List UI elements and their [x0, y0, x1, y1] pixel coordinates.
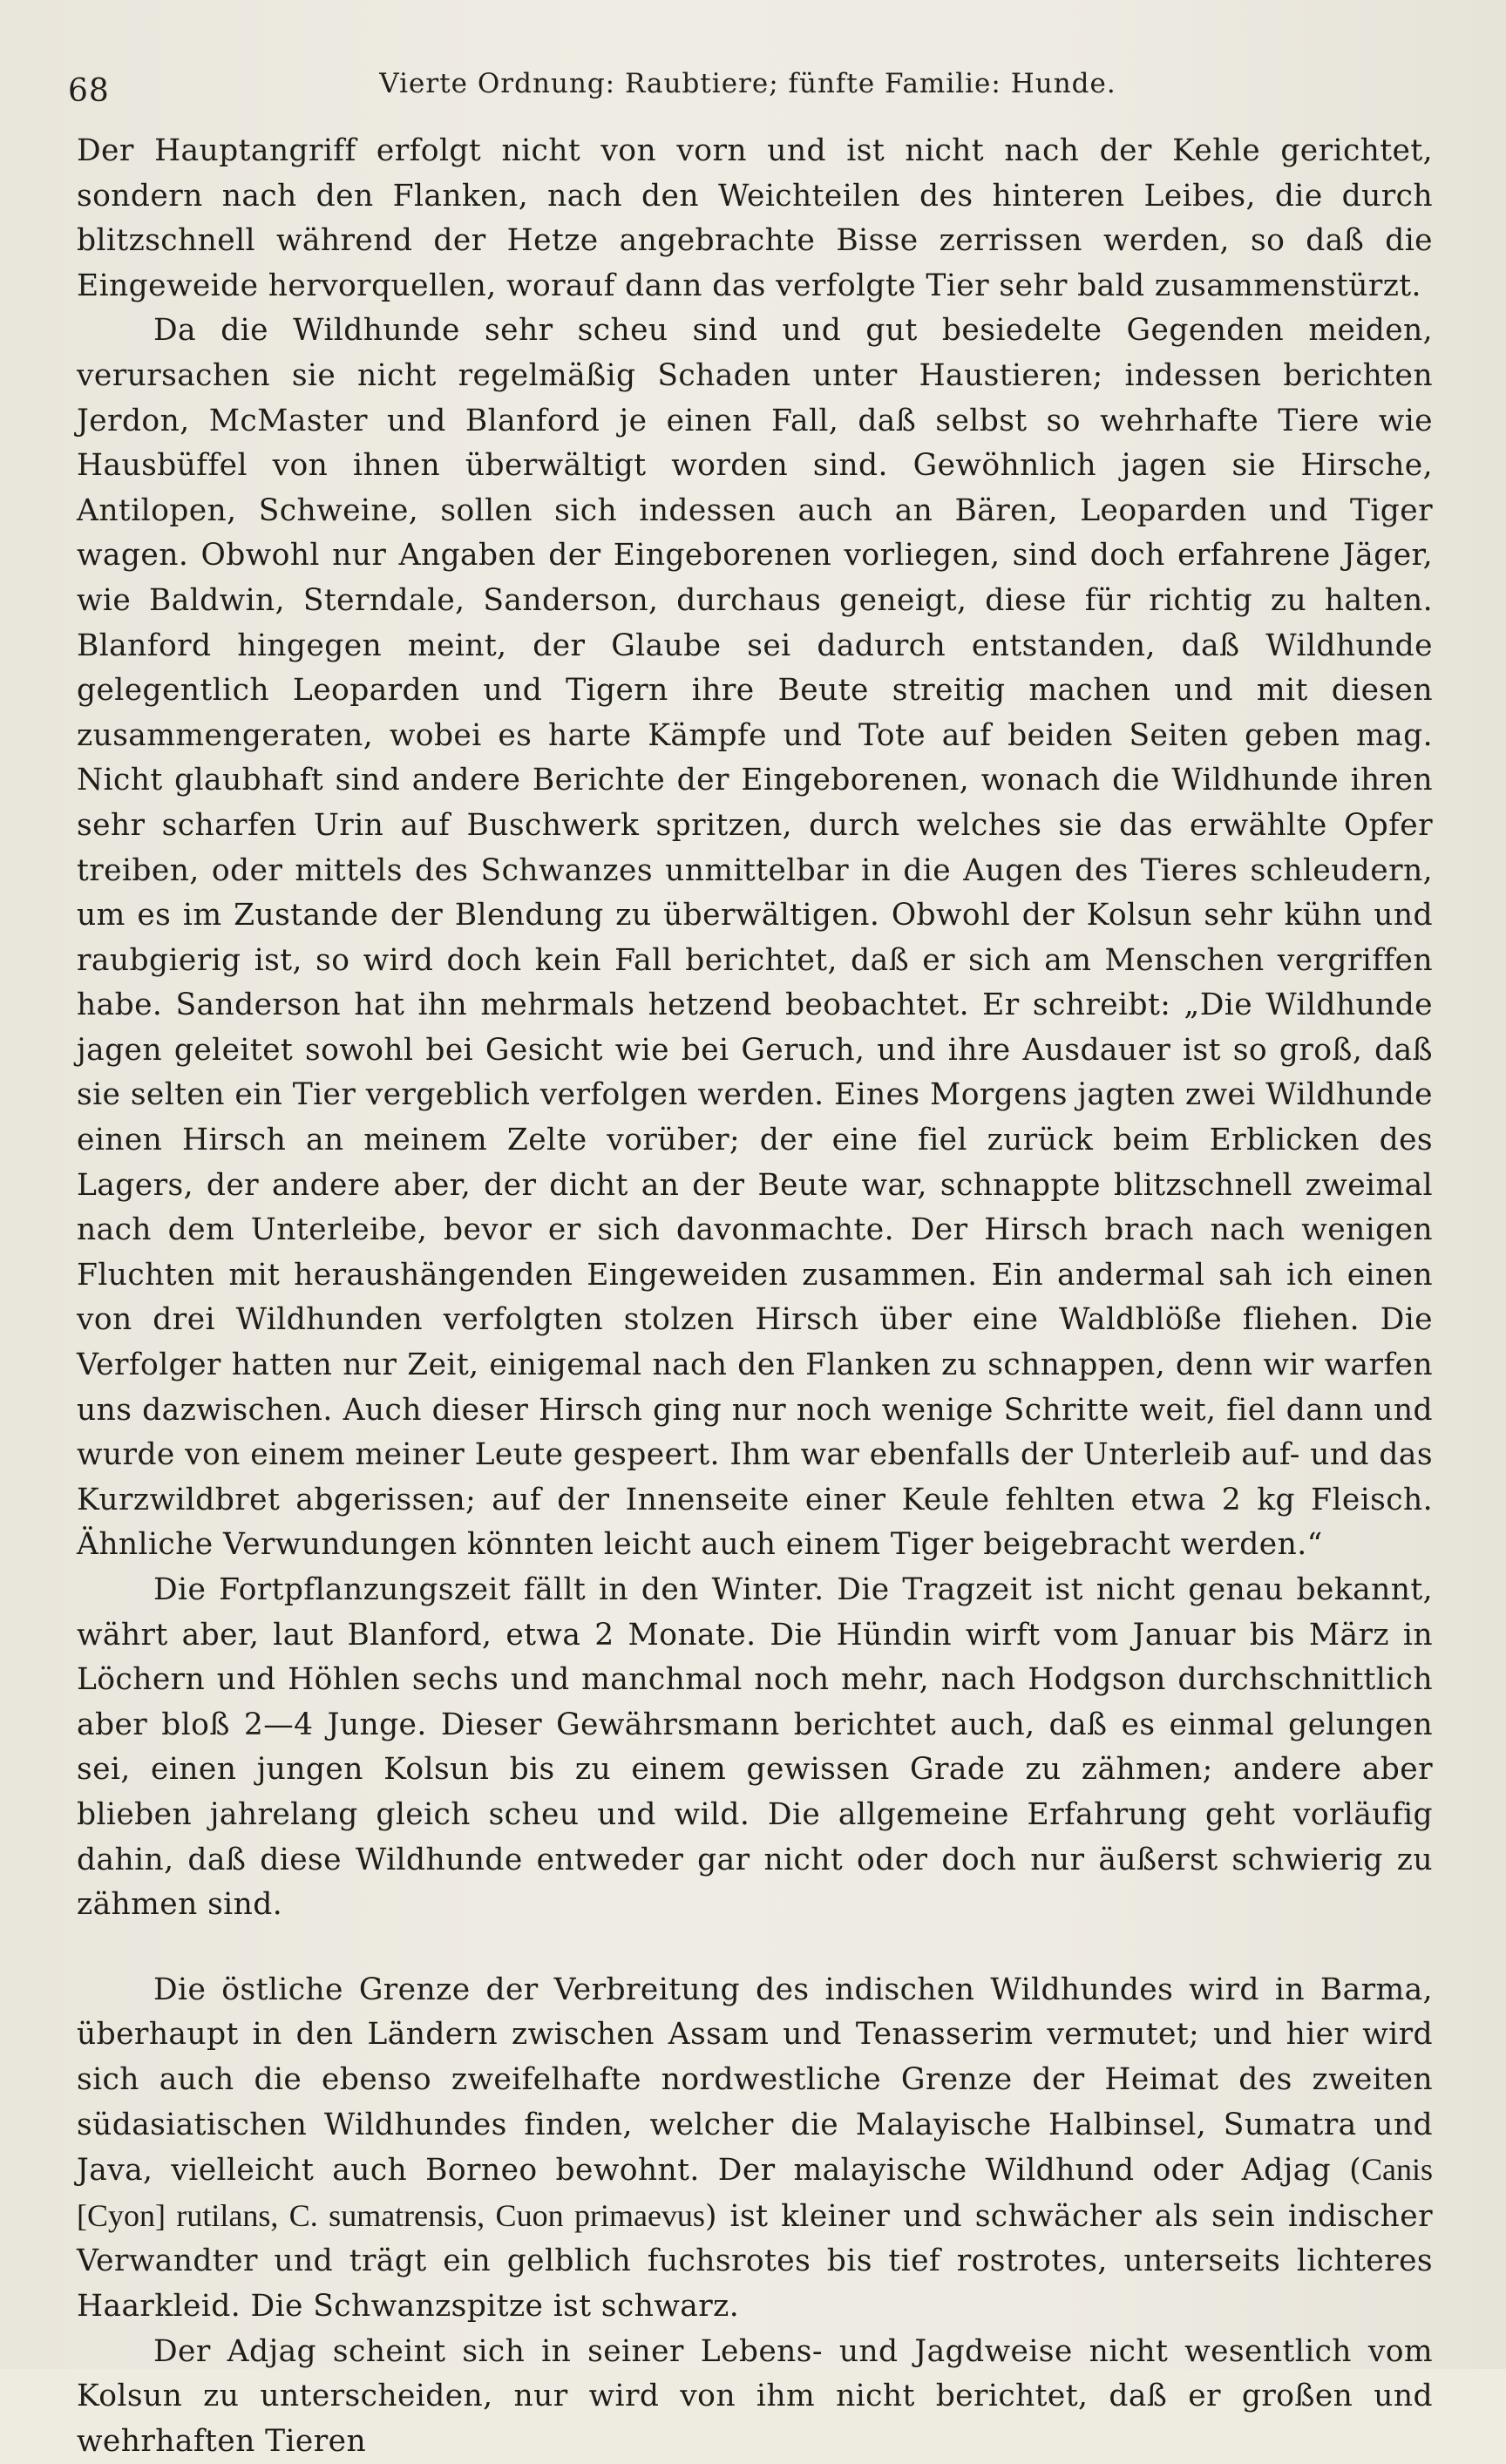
page-header	[68, 68, 1428, 120]
latin-species-names: Canis [Cyon] rutilans, C. sumatrensis, Cuon primaevus	[77, 2152, 1433, 2233]
paragraph-verbreitung-text-end: ) ist kleiner und schwächer als sein indischer Verwandter und trägt ein gelblich fuchsrotes bis tief rostrotes, unterseits lichteres Haarkleid. Die Schwanzspitze ist schwarz.	[77, 2199, 1433, 2324]
page-number: 68	[68, 73, 110, 109]
paragraph-verbreitung	[77, 1968, 1433, 2330]
paragraph-fortpflanzung: Die Fortpflanzungszeit fällt in den Winter. Die Tragzeit ist nicht genau bekannt, währt aber, laut Blanford, etwa 2 Monate. Die Hündin wirft vom Januar bis März in Löchern und Höhlen sechs und manchmal noch mehr, nach Hodgson durchschnittlich aber bloß 2—4 Junge. Dieser Gewährsmann berichtet auch, daß es einmal gelungen sei, einen jungen Kolsun bis zu einem gewissen Grade zu zähmen; andere aber blieben jahrelang gleich scheu und wild. Die allgemeine Erfahrung geht vorläufig dahin, daß diese Wildhunde entweder gar nicht oder doch nur äußerst schwierig zu zähmen sind.	[77, 1568, 1433, 1928]
paragraph-wildhunde-scheu: Da die Wildhunde sehr scheu sind und gut besiedelte Gegenden meiden, verursachen sie nicht regelmäßig Schaden unter Haustieren; indessen berichten Jerdon, McMaster und Blanford je einen Fall, daß selbst so wehrhafte Tiere wie Hausbüffel von ihnen überwältigt worden sind. Gewöhnlich jagen sie Hirsche, Antilopen, Schweine, sollen sich indessen auch an Bären, Leoparden und Tiger wagen. Obwohl nur Angaben der Eingeborenen vorliegen, sind doch erfahrene Jäger, wie Baldwin, Sterndale, Sanderson, durchaus geneigt, diese für richtig zu halten. Blanford hingegen meint, der Glaube sei dadurch entstanden, daß Wildhunde gelegentlich Leoparden und Tigern ihre Beute streitig machen und mit diesen zusammengeraten, wobei es harte Kämpfe und Tote auf beiden Seiten geben mag. Nicht glaubhaft sind andere Berichte der Eingeborenen, wonach die Wildhunde ihren sehr scharfen Urin auf Buschwerk spritzen, durch welches sie das erwählte Opfer treiben, oder mittels des Schwanzes unmittelbar in die Augen des Tieres schleudern, um es im Zustande der Blendung zu überwältigen. Obwohl der Kolsun sehr kühn und raubgierig ist, so wird doch kein Fall berichtet, daß er sich am Menschen vergriffen habe. Sanderson hat ihn mehrmals hetzend beobachtet. Er schreibt: „Die Wildhunde jagen geleitet sowohl bei Gesicht wie bei Geruch, und ihre Ausdauer ist so groß, daß sie selten ein Tier vergeblich verfolgen werden. Eines Morgens jagten zwei Wildhunde einen Hirsch an meinem Zelte vorüber; der eine fiel zurück beim Erblicken des Lagers, der andere aber, der dicht an der Beute war, schnappte blitzschnell zweimal nach dem Unterleibe, bevor er sich davonmachte. Der Hirsch brach nach wenigen Fluchten mit heraushängenden Eingeweiden zusammen. Ein andermal sah ich einen von drei Wildhunden verfolgten stolzen Hirsch über eine Waldblöße fliehen. Die Verfolger hatten nur Zeit, einigemal nach den Flanken zu schnappen, denn wir warfen uns dazwischen. Auch dieser Hirsch ging nur noch wenige Schritte weit, fiel dann und wurde von einem meiner Leute gespeert. Ihm war ebenfalls der Unterleib auf- und das Kurzwildbret abgerissen; auf der Innenseite einer Keule fehlten etwa 2 kg Fleisch. Ähnliche Verwundungen könnten leicht auch einem Tiger beigebracht werden.“	[77, 309, 1433, 1568]
paragraph-adjag: Der Adjag scheint sich in seiner Lebens- und Jagdweise nicht wesentlich vom Kolsun zu unterscheiden, nur wird von ihm nicht berichtet, daß er großen und wehrhaften Tieren	[77, 2330, 1433, 2464]
paragraph-verbreitung-text: Die östliche Grenze der Verbreitung des indischen Wildhundes wird in Barma, überhaupt in den Ländern zwischen Assam und Tenasserim vermutet; und hier wird sich auch die ebenso zweifelhafte nordwestliche Grenze der Heimat des zweiten südasiatischen Wildhundes finden, welcher die Malayische Halbinsel, Sumatra und Java, vielleicht auch Borneo bewohnt. Der malayische Wildhund oder Adjag (	[77, 1972, 1433, 2188]
paragraph-hauptangriff: Der Hauptangriff erfolgt nicht von vorn und ist nicht nach der Kehle gerichtet, sondern nach den Flanken, nach den Weichteilen des hinteren Leibes, die durch blitzschnell während der Hetze angebrachte Bisse zerrissen werden, so daß die Eingeweide hervorquellen, worauf dann das verfolgte Tier sehr bald zusammenstürzt.	[77, 129, 1433, 309]
running-title: Vierte Ordnung: Raubtiere; fünfte Familie: Hunde.	[68, 68, 1428, 99]
body-text	[77, 129, 1433, 2464]
